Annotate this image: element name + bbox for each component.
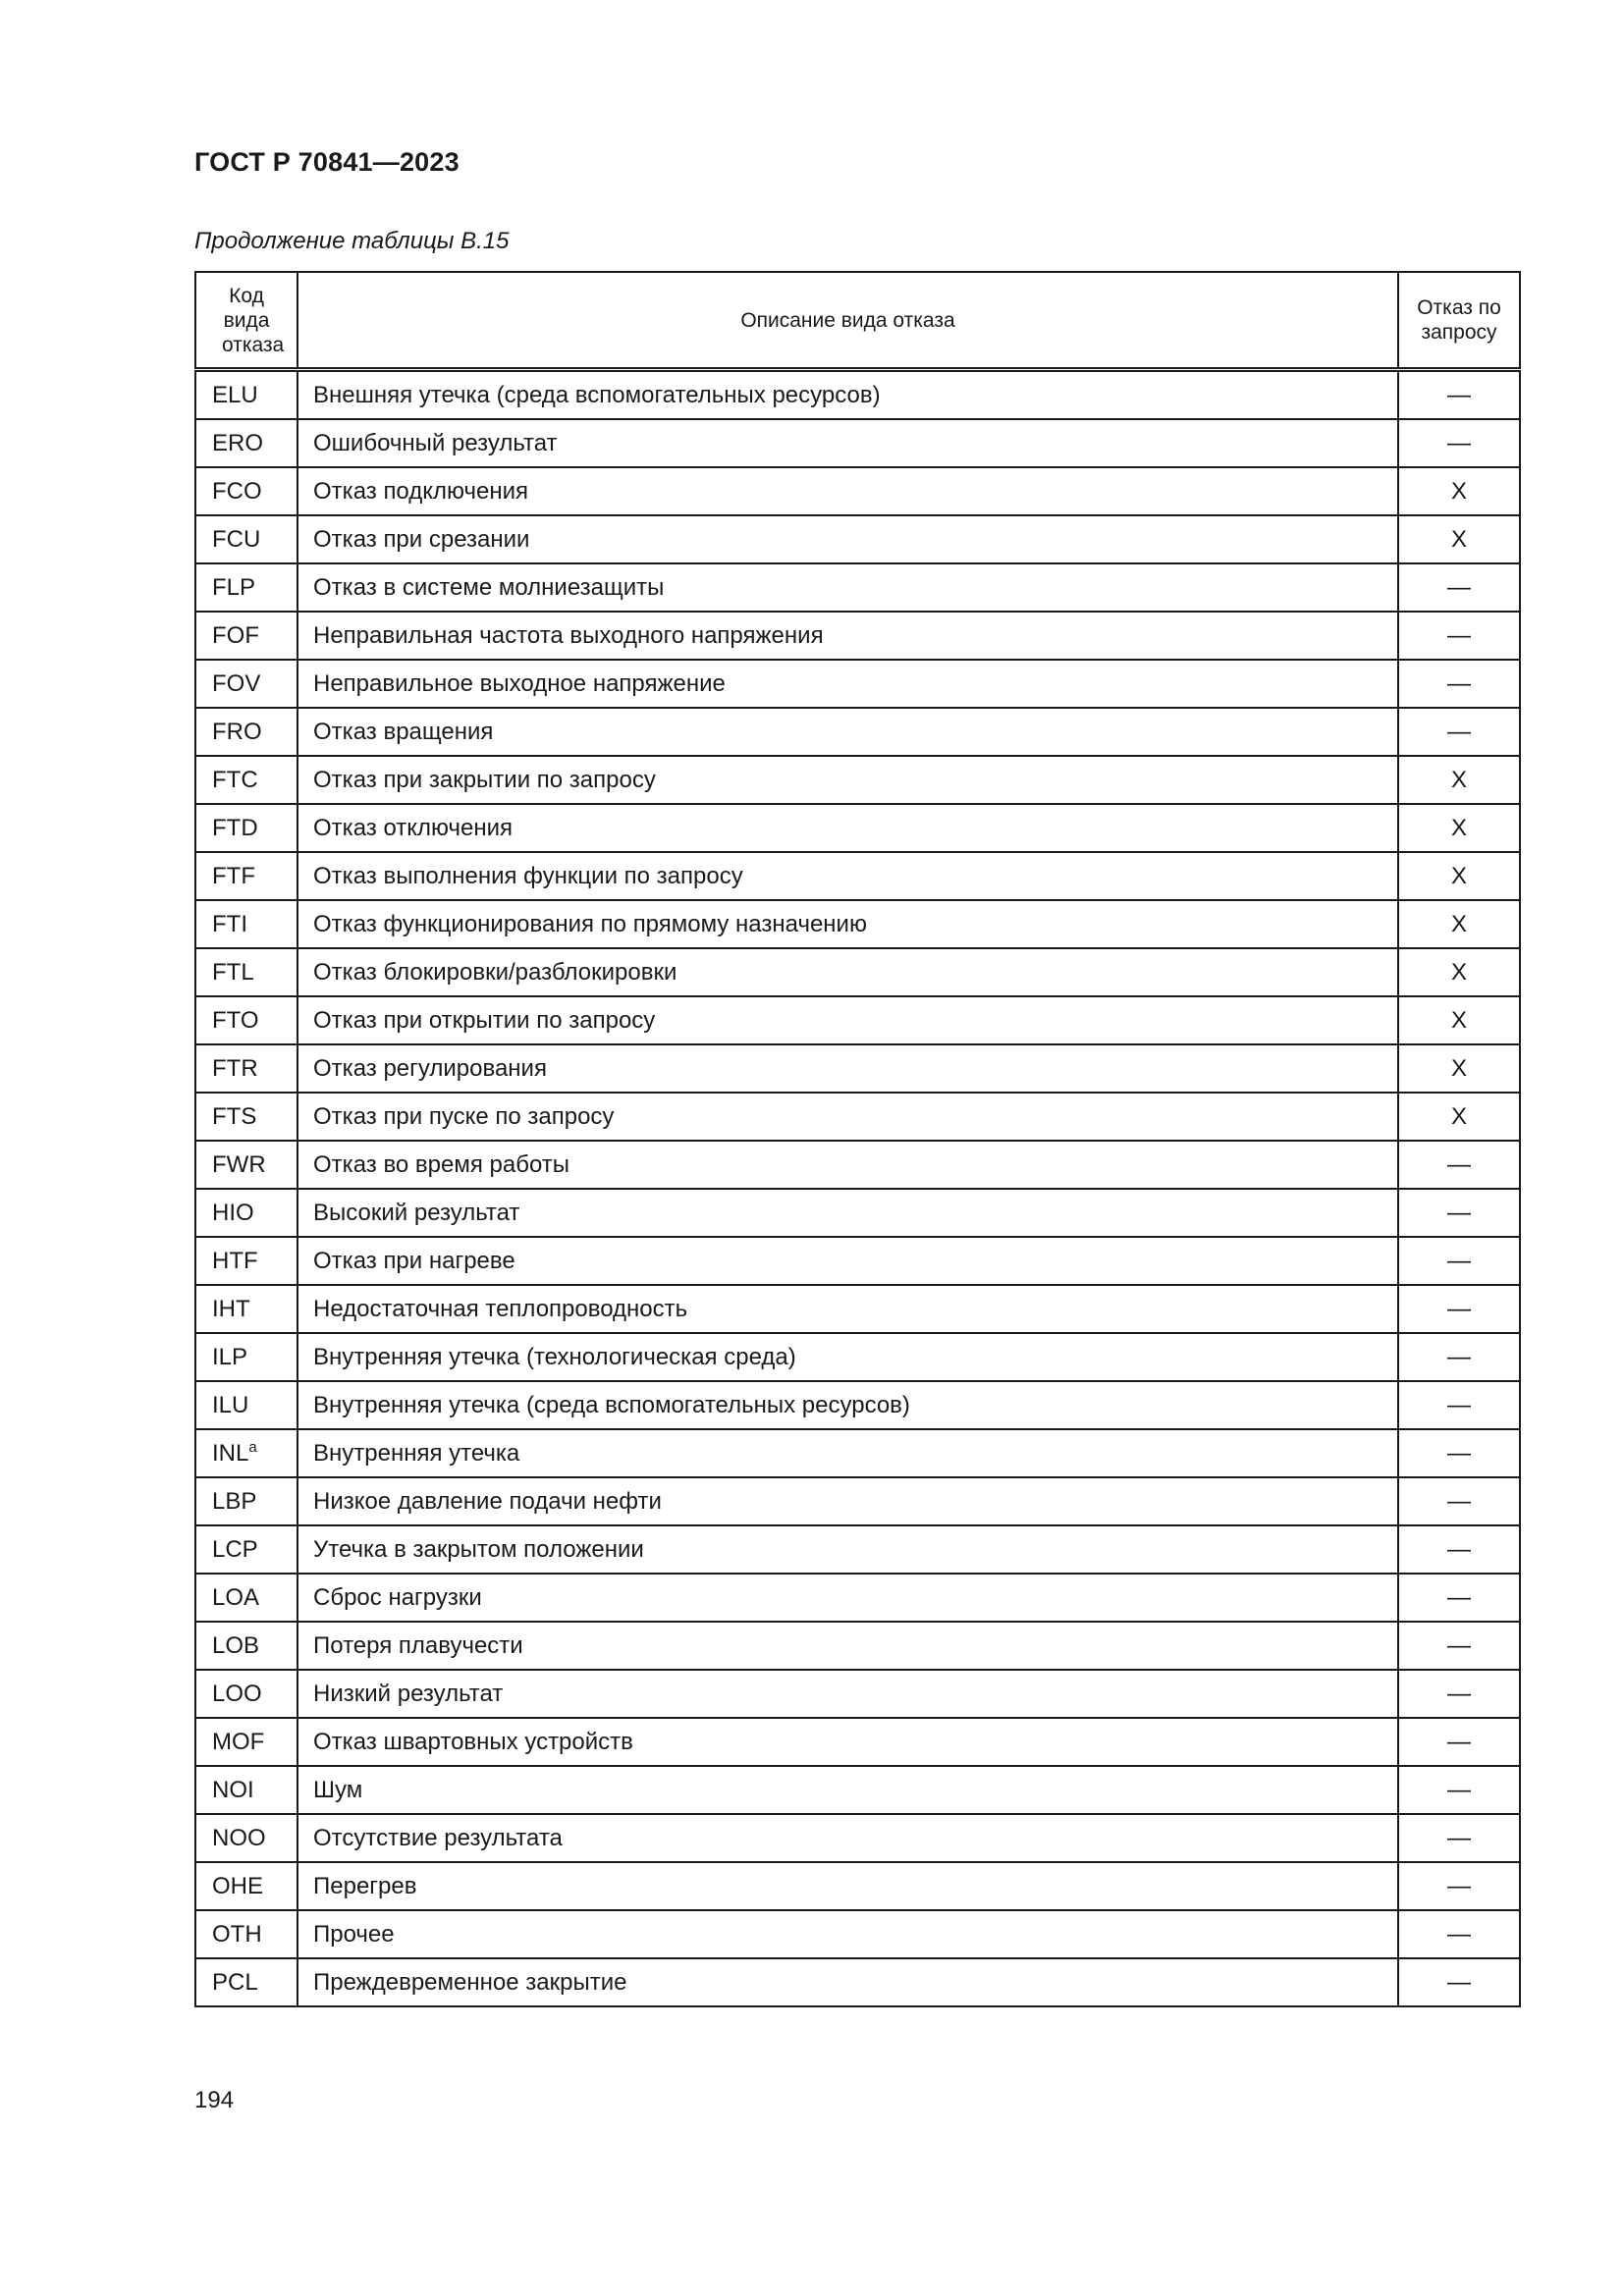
on-demand-flag: X [1398, 467, 1520, 515]
failure-code-cell [195, 1670, 298, 1718]
table-row [195, 1381, 1520, 1429]
failure-code-cell [195, 852, 298, 900]
failure-code-cell [195, 1381, 298, 1429]
table-row [195, 948, 1520, 996]
failure-code: FTD [212, 814, 258, 841]
table-row [195, 1574, 1520, 1622]
on-demand-flag: — [1398, 1670, 1520, 1718]
failure-code: ILU [212, 1391, 249, 1418]
table-row [195, 756, 1520, 804]
on-demand-flag: X [1398, 804, 1520, 852]
failure-description: Отказ вращения [298, 708, 1398, 756]
failure-code-cell [195, 1718, 298, 1766]
failure-description: Низкий результат [298, 1670, 1398, 1718]
failure-description: Отказ при нагреве [298, 1237, 1398, 1285]
failure-description: Отказ регулирования [298, 1044, 1398, 1093]
on-demand-flag: — [1398, 1574, 1520, 1622]
on-demand-flag: — [1398, 1910, 1520, 1958]
failure-code-cell [195, 1093, 298, 1141]
table-row [195, 1718, 1520, 1766]
failure-code-cell [195, 804, 298, 852]
on-demand-flag: — [1398, 1141, 1520, 1189]
failure-code: PCL [212, 1968, 258, 1996]
failure-description: Отказ во время работы [298, 1141, 1398, 1189]
table-row [195, 1285, 1520, 1333]
failure-code: FCO [212, 477, 262, 505]
on-demand-flag: — [1398, 1525, 1520, 1574]
table-row [195, 1429, 1520, 1477]
failure-code: LOB [212, 1631, 260, 1659]
failure-description: Отсутствие результата [298, 1814, 1398, 1862]
table-row [195, 1910, 1520, 1958]
failure-description: Отказ функционирования по прямому назначению [298, 900, 1398, 948]
failure-description: Отказ швартовных устройств [298, 1718, 1398, 1766]
failure-description: Отказ блокировки/разблокировки [298, 948, 1398, 996]
failure-code: FOF [212, 621, 259, 649]
on-demand-flag: — [1398, 1189, 1520, 1237]
failure-code-cell [195, 1910, 298, 1958]
on-demand-flag: X [1398, 900, 1520, 948]
failure-description: Высокий результат [298, 1189, 1398, 1237]
failure-code: LBP [212, 1487, 257, 1515]
on-demand-flag: — [1398, 370, 1520, 420]
on-demand-flag: — [1398, 1958, 1520, 2006]
failure-code: ERO [212, 429, 264, 456]
footnote-marker: a [248, 1438, 257, 1456]
table-row [195, 1093, 1520, 1141]
failure-code: FTI [212, 910, 247, 937]
failure-code-cell [195, 1766, 298, 1814]
table-body [195, 370, 1520, 2007]
failure-code-cell [195, 612, 298, 660]
on-demand-flag: — [1398, 1477, 1520, 1525]
failure-code-cell [195, 948, 298, 996]
column-header-description: Описание вида отказа [298, 272, 1398, 370]
table-row [195, 900, 1520, 948]
table-row [195, 1766, 1520, 1814]
table-row [195, 660, 1520, 708]
on-demand-flag: X [1398, 852, 1520, 900]
table-row [195, 1670, 1520, 1718]
failure-description: Отказ при открытии по запросу [298, 996, 1398, 1044]
table-row [195, 1814, 1520, 1862]
on-demand-flag: — [1398, 708, 1520, 756]
failure-code-cell [195, 1862, 298, 1910]
on-demand-flag: — [1398, 1333, 1520, 1381]
on-demand-flag: — [1398, 1718, 1520, 1766]
failure-description: Шум [298, 1766, 1398, 1814]
table-row [195, 419, 1520, 467]
failure-description: Утечка в закрытом положении [298, 1525, 1398, 1574]
failure-code-cell [195, 1429, 298, 1477]
table-row [195, 563, 1520, 612]
failure-description: Внутренняя утечка [298, 1429, 1398, 1477]
failure-code-cell [195, 467, 298, 515]
failure-code-cell [195, 1622, 298, 1670]
failure-code-cell [195, 1333, 298, 1381]
failure-code-cell [195, 1814, 298, 1862]
failure-code-cell [195, 1958, 298, 2006]
failure-description: Потеря плавучести [298, 1622, 1398, 1670]
failure-code-cell [195, 515, 298, 563]
table-row [195, 1622, 1520, 1670]
document-header: ГОСТ Р 70841—2023 [194, 147, 460, 177]
failure-code-cell [195, 1237, 298, 1285]
on-demand-flag: X [1398, 996, 1520, 1044]
failure-code-cell [195, 1044, 298, 1093]
failure-code-cell [195, 419, 298, 467]
failure-code: NOI [212, 1776, 254, 1803]
failure-description: Недостаточная теплопроводность [298, 1285, 1398, 1333]
table-row [195, 996, 1520, 1044]
column-header-code: Код вида отказа [195, 272, 298, 370]
failure-code: ILP [212, 1343, 248, 1370]
failure-code: ELU [212, 381, 258, 408]
failure-description: Преждевременное закрытие [298, 1958, 1398, 2006]
failure-code: HIO [212, 1199, 254, 1226]
failure-description: Перегрев [298, 1862, 1398, 1910]
failure-code-cell [195, 660, 298, 708]
failure-description: Отказ подключения [298, 467, 1398, 515]
table-row [195, 1044, 1520, 1093]
failure-code: FLP [212, 573, 256, 601]
on-demand-flag: X [1398, 1093, 1520, 1141]
on-demand-flag: — [1398, 1381, 1520, 1429]
on-demand-flag: — [1398, 419, 1520, 467]
table-row [195, 804, 1520, 852]
failure-code-cell [195, 996, 298, 1044]
table-row [195, 852, 1520, 900]
failure-code: FTC [212, 766, 258, 793]
table-row [195, 1141, 1520, 1189]
failure-mode-table [194, 271, 1521, 2007]
on-demand-flag: X [1398, 515, 1520, 563]
failure-code-cell [195, 1141, 298, 1189]
failure-code: FTR [212, 1054, 258, 1082]
failure-description: Отказ выполнения функции по запросу [298, 852, 1398, 900]
failure-code: OTH [212, 1920, 262, 1948]
table-header-row [195, 272, 1520, 370]
failure-code-cell [195, 1525, 298, 1574]
failure-code-cell [195, 756, 298, 804]
failure-code-cell [195, 900, 298, 948]
table-row [195, 708, 1520, 756]
failure-description: Внутренняя утечка (технологическая среда) [298, 1333, 1398, 1381]
failure-description: Отказ при срезании [298, 515, 1398, 563]
on-demand-flag: — [1398, 1237, 1520, 1285]
on-demand-flag: — [1398, 1862, 1520, 1910]
on-demand-flag: — [1398, 1766, 1520, 1814]
failure-code: FTO [212, 1006, 259, 1034]
failure-code: LOA [212, 1583, 260, 1611]
table-row [195, 612, 1520, 660]
table-row [195, 1958, 1520, 2006]
on-demand-flag: — [1398, 612, 1520, 660]
failure-code: NOO [212, 1824, 266, 1851]
failure-code: FRO [212, 718, 262, 745]
failure-description: Отказ при закрытии по запросу [298, 756, 1398, 804]
failure-description: Внутренняя утечка (среда вспомогательных ресурсов) [298, 1381, 1398, 1429]
column-header-on-demand: Отказ по запросу [1398, 272, 1520, 370]
failure-code-cell [195, 708, 298, 756]
table-row [195, 515, 1520, 563]
on-demand-flag: X [1398, 948, 1520, 996]
on-demand-flag: — [1398, 1814, 1520, 1862]
failure-description: Сброс нагрузки [298, 1574, 1398, 1622]
page-number: 194 [194, 2087, 235, 2113]
failure-code-cell [195, 563, 298, 612]
table-row [195, 1333, 1520, 1381]
on-demand-flag: — [1398, 1285, 1520, 1333]
failure-code: FOV [212, 669, 261, 697]
failure-code: INL [212, 1439, 249, 1467]
on-demand-flag: — [1398, 660, 1520, 708]
failure-code: OHE [212, 1872, 264, 1899]
failure-code: MOF [212, 1728, 265, 1755]
failure-code-cell [195, 1477, 298, 1525]
table-caption: Продолжение таблицы В.15 [194, 228, 510, 254]
failure-description: Отказ в системе молниезащиты [298, 563, 1398, 612]
failure-description: Внешняя утечка (среда вспомогательных ресурсов) [298, 370, 1398, 420]
table-row [195, 1862, 1520, 1910]
failure-code: FTS [212, 1102, 257, 1130]
failure-description: Неправильное выходное напряжение [298, 660, 1398, 708]
failure-description: Ошибочный результат [298, 419, 1398, 467]
table-row [195, 1237, 1520, 1285]
failure-code: HTF [212, 1247, 258, 1274]
table-row [195, 370, 1520, 420]
failure-code: FTL [212, 958, 254, 986]
failure-code: FTF [212, 862, 255, 889]
failure-code-cell [195, 370, 298, 420]
on-demand-flag: X [1398, 756, 1520, 804]
failure-description: Отказ при пуске по запросу [298, 1093, 1398, 1141]
table-row [195, 1189, 1520, 1237]
failure-code: FCU [212, 525, 261, 553]
failure-description: Прочее [298, 1910, 1398, 1958]
on-demand-flag: — [1398, 1429, 1520, 1477]
failure-code: FWR [212, 1150, 266, 1178]
failure-code-cell [195, 1285, 298, 1333]
failure-description: Низкое давление подачи нефти [298, 1477, 1398, 1525]
failure-code-cell [195, 1574, 298, 1622]
failure-code: IHT [212, 1295, 250, 1322]
table-row [195, 1477, 1520, 1525]
failure-description: Отказ отключения [298, 804, 1398, 852]
table-row [195, 467, 1520, 515]
failure-code: LCP [212, 1535, 258, 1563]
failure-code: LOO [212, 1680, 262, 1707]
on-demand-flag: — [1398, 563, 1520, 612]
failure-code-cell [195, 1189, 298, 1237]
on-demand-flag: — [1398, 1622, 1520, 1670]
on-demand-flag: X [1398, 1044, 1520, 1093]
failure-description: Неправильная частота выходного напряжения [298, 612, 1398, 660]
table-row [195, 1525, 1520, 1574]
